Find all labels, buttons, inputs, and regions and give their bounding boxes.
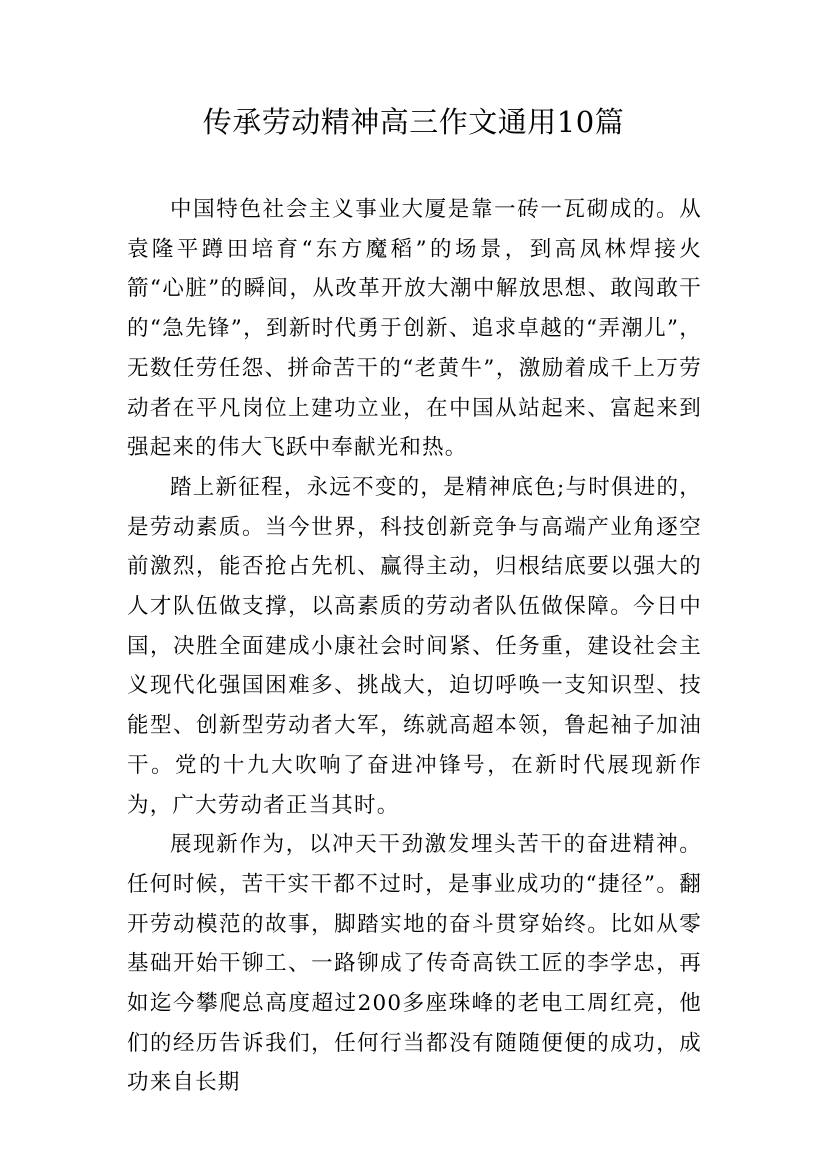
paragraph: 中国特色社会主义事业大厦是靠一砖一瓦砌成的。从袁隆平蹲田培育“东方魔稻”的场景，到高凤林焊接火箭“心脏”的瞬间，从改革开放大潮中解放思想、敢闯敢干的“急先锋”，到新时代勇于创新、追求卓越的“弄潮儿”，无数任劳任怨、拼命苦干的“老黄牛”，激励着成千上万劳动者在平凡岗位上建功立业，在中国从站起来、富起来到强起来的伟大飞跃中奉献光和热。	[127, 197, 702, 461]
paragraph: 展现新作为，以冲天干劲激发埋头苦干的奋进精神。任何时候，苦干实干都不过时，是事业成功的“捷径”。翻开劳动模范的故事，脚踏实地的奋斗贯穿始终。比如从零基础开始干铆工、一路铆成了传奇高铁工匠的李学忠，再如迄今攀爬总高度超过200多座珠峰的老电工周红亮，他们的经历告诉我们，任何行当都没有随随便便的成功，成功来自长期	[127, 832, 702, 1096]
document-title: 传承劳动精神高三作文通用10篇	[202, 105, 625, 139]
document-body	[127, 190, 702, 1103]
paragraph: 踏上新征程，永远不变的，是精神底色;与时俱进的，是劳动素质。当今世界，科技创新竞争与高端产业角逐空前激烈，能否抢占先机、赢得主动，归根结底要以强大的人才队伍做支撑，以高素质的劳动者队伍做保障。今日中国，决胜全面建成小康社会时间紧、任务重，建设社会主义现代化强国困难多、挑战大，迫切呼唤一支知识型、技能型、创新型劳动者大军，练就高超本领，鲁起袖子加油干。党的十九大吹响了奋进冲锋号，在新时代展现新作为，广大劳动者正当其时。	[127, 474, 702, 818]
